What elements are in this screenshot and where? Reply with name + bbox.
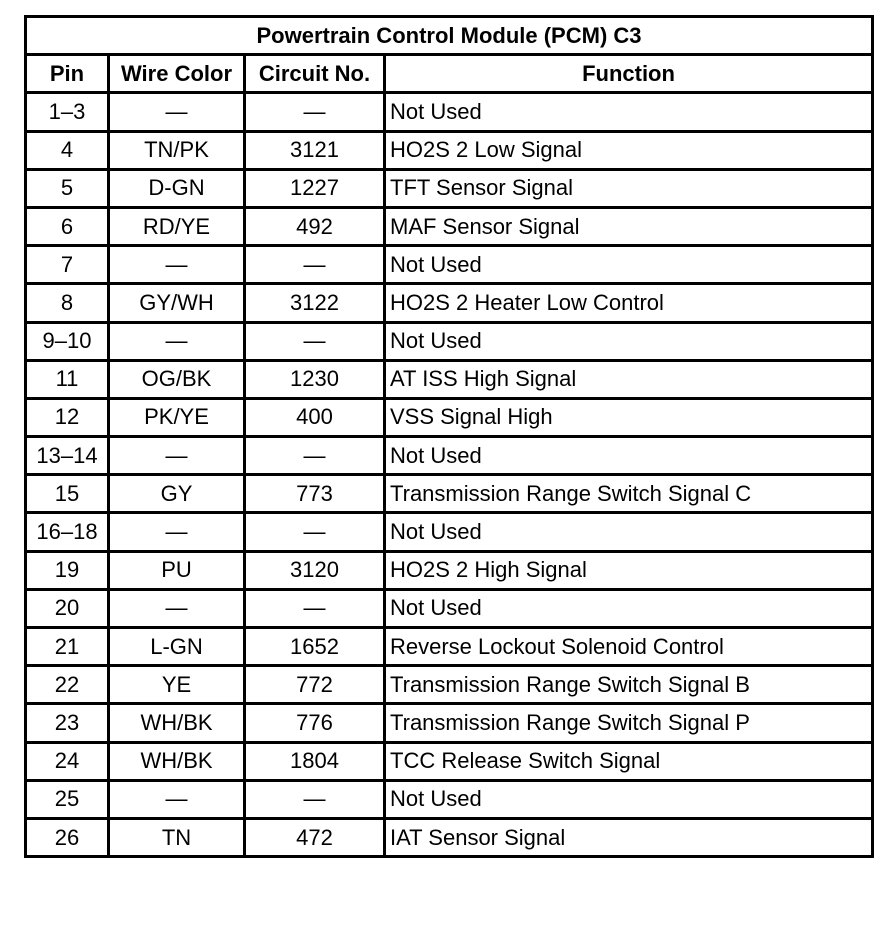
table-row xyxy=(26,551,873,589)
wire-color-cell: GY/WH xyxy=(109,284,245,322)
wire-color-cell: — xyxy=(109,322,245,360)
pin-cell: 7 xyxy=(26,246,109,284)
wire-color-cell: — xyxy=(109,513,245,551)
function-cell: HO2S 2 Low Signal xyxy=(385,131,873,169)
wire-color-cell: WH/BK xyxy=(109,742,245,780)
circuit-no-cell: 400 xyxy=(245,398,385,436)
wire-color-cell: PK/YE xyxy=(109,398,245,436)
function-cell: TCC Release Switch Signal xyxy=(385,742,873,780)
table-row xyxy=(26,513,873,551)
wire-color-cell: — xyxy=(109,589,245,627)
table-row xyxy=(26,398,873,436)
table-row xyxy=(26,742,873,780)
function-cell: Not Used xyxy=(385,437,873,475)
wire-color-cell: OG/BK xyxy=(109,360,245,398)
pin-cell: 8 xyxy=(26,284,109,322)
function-cell: TFT Sensor Signal xyxy=(385,169,873,207)
table-row xyxy=(26,818,873,856)
circuit-no-cell: — xyxy=(245,93,385,131)
pin-cell: 25 xyxy=(26,780,109,818)
circuit-no-cell: 772 xyxy=(245,666,385,704)
wire-color-cell: TN/PK xyxy=(109,131,245,169)
wire-color-cell: PU xyxy=(109,551,245,589)
pin-cell: 6 xyxy=(26,207,109,245)
circuit-no-cell: 492 xyxy=(245,207,385,245)
circuit-no-cell: — xyxy=(245,589,385,627)
function-cell: Transmission Range Switch Signal C xyxy=(385,475,873,513)
circuit-no-cell: 1230 xyxy=(245,360,385,398)
pin-cell: 15 xyxy=(26,475,109,513)
wire-color-cell: — xyxy=(109,246,245,284)
table-row xyxy=(26,437,873,475)
function-cell: IAT Sensor Signal xyxy=(385,818,873,856)
function-cell: Not Used xyxy=(385,513,873,551)
circuit-no-cell: 1804 xyxy=(245,742,385,780)
pin-cell: 12 xyxy=(26,398,109,436)
table-body xyxy=(26,93,873,857)
table-row xyxy=(26,284,873,322)
circuit-no-cell: — xyxy=(245,322,385,360)
function-cell: Not Used xyxy=(385,589,873,627)
wire-color-cell: GY xyxy=(109,475,245,513)
circuit-no-cell: 773 xyxy=(245,475,385,513)
pcm-connector-table xyxy=(24,15,874,858)
pin-cell: 19 xyxy=(26,551,109,589)
header-wire-color: Wire Color xyxy=(109,55,245,93)
pin-cell: 22 xyxy=(26,666,109,704)
circuit-no-cell: 472 xyxy=(245,818,385,856)
function-cell: VSS Signal High xyxy=(385,398,873,436)
table-row xyxy=(26,322,873,360)
function-cell: Not Used xyxy=(385,780,873,818)
circuit-no-cell: 3120 xyxy=(245,551,385,589)
table-row xyxy=(26,207,873,245)
pin-cell: 20 xyxy=(26,589,109,627)
circuit-no-cell: 776 xyxy=(245,704,385,742)
table-row xyxy=(26,475,873,513)
table-row xyxy=(26,169,873,207)
pin-cell: 5 xyxy=(26,169,109,207)
pin-cell: 1–3 xyxy=(26,93,109,131)
table-row xyxy=(26,780,873,818)
pin-cell: 4 xyxy=(26,131,109,169)
table-title: Powertrain Control Module (PCM) C3 xyxy=(26,17,873,55)
circuit-no-cell: 3121 xyxy=(245,131,385,169)
pin-cell: 9–10 xyxy=(26,322,109,360)
pin-cell: 11 xyxy=(26,360,109,398)
circuit-no-cell: 1652 xyxy=(245,628,385,666)
header-function: Function xyxy=(385,55,873,93)
pin-cell: 21 xyxy=(26,628,109,666)
table-row xyxy=(26,628,873,666)
circuit-no-cell: 3122 xyxy=(245,284,385,322)
function-cell: AT ISS High Signal xyxy=(385,360,873,398)
wire-color-cell: — xyxy=(109,780,245,818)
circuit-no-cell: 1227 xyxy=(245,169,385,207)
table-row xyxy=(26,93,873,131)
pin-cell: 13–14 xyxy=(26,437,109,475)
function-cell: Transmission Range Switch Signal B xyxy=(385,666,873,704)
wire-color-cell: — xyxy=(109,93,245,131)
circuit-no-cell: — xyxy=(245,780,385,818)
circuit-no-cell: — xyxy=(245,437,385,475)
function-cell: Not Used xyxy=(385,93,873,131)
pin-cell: 23 xyxy=(26,704,109,742)
circuit-no-cell: — xyxy=(245,246,385,284)
table-row xyxy=(26,246,873,284)
wire-color-cell: L-GN xyxy=(109,628,245,666)
function-cell: Transmission Range Switch Signal P xyxy=(385,704,873,742)
table-row xyxy=(26,131,873,169)
table-row xyxy=(26,360,873,398)
wire-color-cell: D-GN xyxy=(109,169,245,207)
pin-cell: 26 xyxy=(26,818,109,856)
function-cell: Not Used xyxy=(385,322,873,360)
wire-color-cell: WH/BK xyxy=(109,704,245,742)
wire-color-cell: — xyxy=(109,437,245,475)
function-cell: Reverse Lockout Solenoid Control xyxy=(385,628,873,666)
wire-color-cell: YE xyxy=(109,666,245,704)
pin-cell: 16–18 xyxy=(26,513,109,551)
table-row xyxy=(26,704,873,742)
circuit-no-cell: — xyxy=(245,513,385,551)
function-cell: MAF Sensor Signal xyxy=(385,207,873,245)
table-title-row xyxy=(26,17,873,55)
wire-color-cell: RD/YE xyxy=(109,207,245,245)
pin-cell: 24 xyxy=(26,742,109,780)
header-pin: Pin xyxy=(26,55,109,93)
function-cell: HO2S 2 Heater Low Control xyxy=(385,284,873,322)
wire-color-cell: TN xyxy=(109,818,245,856)
function-cell: Not Used xyxy=(385,246,873,284)
table-row xyxy=(26,666,873,704)
table-header-row xyxy=(26,55,873,93)
function-cell: HO2S 2 High Signal xyxy=(385,551,873,589)
header-circuit-no: Circuit No. xyxy=(245,55,385,93)
table-row xyxy=(26,589,873,627)
